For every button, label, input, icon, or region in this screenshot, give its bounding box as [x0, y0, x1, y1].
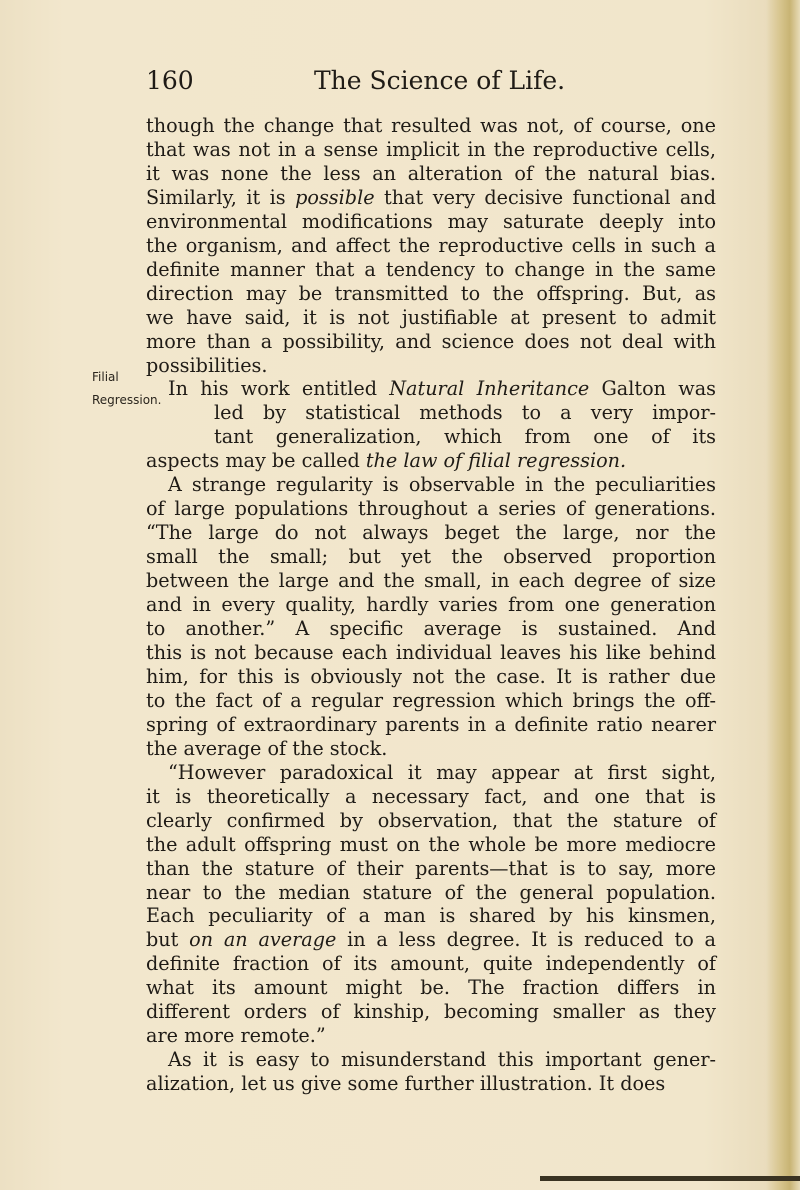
text-line: near to the median stature of the general population. — [146, 880, 716, 904]
body-text — [146, 114, 716, 1096]
text-line: though the change that resulted was not, of course, one — [146, 114, 716, 137]
text-line: between the large and the small, in each degree of size — [146, 569, 716, 593]
text-line: aspects may be called the law of filial regression. — [146, 449, 627, 473]
text-line: the adult offspring must on the whole be more mediocre — [146, 832, 716, 856]
text-line: definite manner that a tendency to change in the same — [146, 257, 716, 281]
text-line: tant generalization, which from one of its — [214, 425, 716, 449]
text-line: Each peculiarity of a man is shared by his kinsmen, — [146, 904, 716, 928]
text-line: to the fact of a regular regression which brings the off- — [146, 688, 716, 712]
text-line: direction may be transmitted to the offspring. But, as — [146, 281, 716, 305]
marginal-note-line: Filial — [92, 370, 119, 384]
text-line: “However paradoxical it may appear at first sight, — [168, 760, 716, 784]
text-line: Similarly, it is possible that very decisive functional and — [146, 185, 716, 209]
text-line: are more remote.” — [146, 1024, 326, 1048]
text-line: led by statistical methods to a very impor- — [214, 401, 716, 425]
italic-phrase: the law of filial regression. — [365, 449, 627, 473]
text-line: environmental modifications may saturate deeply into — [146, 209, 716, 233]
text-line: spring of extraordinary parents in a definite ratio nearer — [146, 712, 716, 736]
text-line: it is theoretically a necessary fact, and one that is — [146, 784, 716, 808]
italic-phrase: on an average — [189, 928, 337, 952]
text-line: the average of the stock. — [146, 736, 388, 760]
text-line: alization, let us give some further illustration. It does — [146, 1072, 666, 1096]
page-edge-shadow — [766, 0, 800, 1190]
text-line: definite fraction of its amount, quite independently of — [146, 952, 716, 976]
text-line: than the stature of their parents—that is to say, more — [146, 856, 716, 880]
text-line: we have said, it is not justifiable at present to admit — [146, 305, 716, 329]
marginal-note-line: Regression. — [92, 393, 162, 407]
text-line: him, for this is obviously not the case. It is rather due — [146, 664, 716, 688]
text-line: but on an average in a less degree. It is reduced to a — [146, 928, 716, 952]
text-line: clearly confirmed by observation, that the stature of — [146, 808, 716, 832]
text-line: to another.” A specific average is sustained. And — [146, 617, 716, 641]
text-line: In his work entitled Natural Inheritance Galton was — [168, 377, 716, 401]
text-line: and in every quality, hardly varies from one generation — [146, 593, 716, 617]
text-line: “The large do not always beget the large, nor the — [146, 521, 716, 545]
italic-phrase: Natural Inheritance — [389, 377, 590, 401]
text-line: small the small; but yet the observed proportion — [146, 545, 716, 569]
text-line: what its amount might be. The fraction differs in — [146, 976, 716, 1000]
page-header — [146, 66, 716, 104]
italic-phrase: possible — [295, 185, 375, 209]
text-line: this is not because each individual leaves his like behind — [146, 640, 716, 664]
text-line: different orders of kinship, becoming smaller as they — [146, 1000, 716, 1024]
text-line: of large populations throughout a series of generations. — [146, 497, 716, 521]
text-line: As it is easy to misunderstand this important gener- — [168, 1048, 716, 1072]
text-line: possibilities. — [146, 353, 268, 377]
text-line: it was none the less an alteration of the natural bias. — [146, 161, 716, 185]
text-line: A strange regularity is observable in the peculiarities — [168, 473, 716, 497]
text-line: that was not in a sense implicit in the reproductive cells, — [146, 137, 716, 161]
running-head: The Science of Life. — [314, 66, 566, 95]
text-line: the organism, and affect the reproductive cells in such a — [146, 233, 716, 257]
bottom-rule — [540, 1176, 800, 1181]
text-line: more than a possibility, and science does not deal with — [146, 329, 716, 353]
page-number: 160 — [146, 66, 194, 95]
